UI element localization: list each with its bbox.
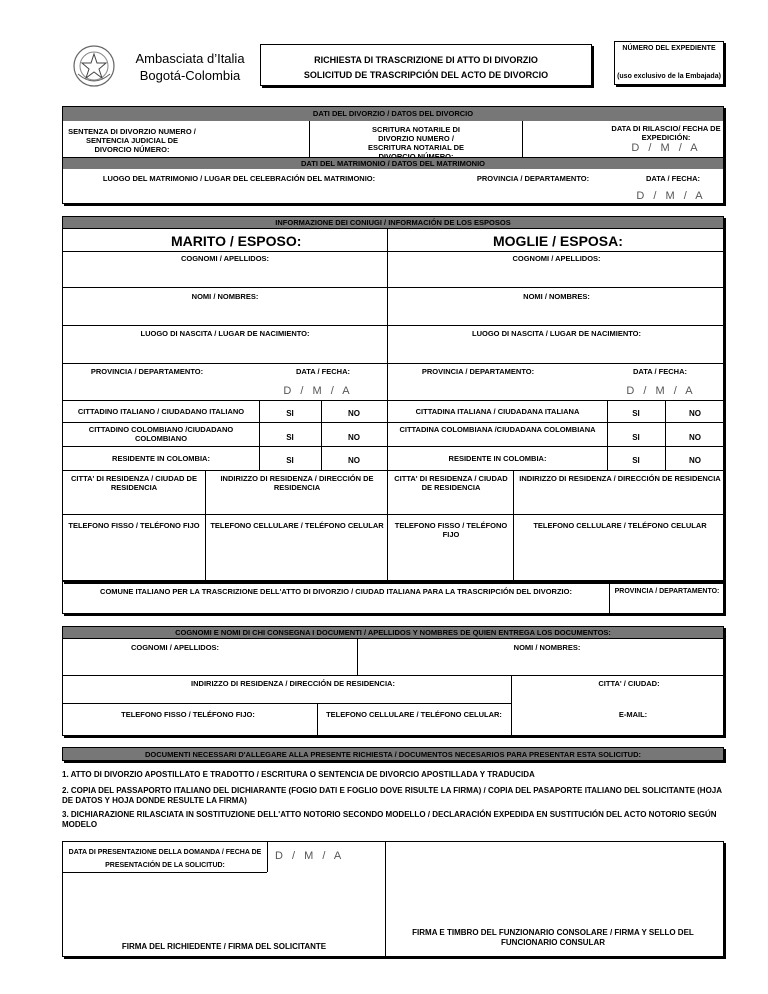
husband-date-label: DATA / FECHA: [295, 367, 351, 376]
divorce-section-title: DATI DEL DIVORZIO / DATOS DEL DIVORCIO [63, 107, 723, 121]
deliverer-email-field[interactable]: E-MAIL: [618, 710, 648, 719]
wife-resident-si[interactable]: SI [632, 456, 640, 465]
expediente-label: NÚMERO DEL EXPEDIENTE [622, 45, 716, 52]
signature-section [62, 841, 724, 957]
husband-heading: MARITO / ESPOSO: [171, 233, 302, 249]
consular-signature-field[interactable]: FIRMA E TIMBRO DEL FUNZIONARIO CONSOLARE / FIRMA Y SELLO DEL FUNCIONARIO CONSULAR [412, 928, 694, 947]
wife-resident-no[interactable]: NO [689, 456, 701, 465]
wife-birthplace-field[interactable]: LUOGO DI NASCITA / LUGAR DE NACIMIENTO: [471, 329, 642, 338]
wife-italian-no[interactable]: NO [689, 409, 701, 418]
husband-italian-si[interactable]: SI [286, 409, 294, 418]
deliverer-name-field[interactable]: NOMI / NOMBRES: [513, 643, 581, 652]
wife-mobile-field[interactable]: TELEFONO CELLULARE / TELÉFONO CELULAR [533, 521, 707, 530]
marriage-province-label[interactable]: PROVINCIA / DEPARTAMENTO: [476, 174, 590, 183]
wife-name-field[interactable]: NOMI / NOMBRES: [523, 292, 590, 301]
marriage-date-field[interactable]: D / M / A [636, 190, 706, 202]
husband-birthplace-field[interactable]: LUOGO DI NASCITA / LUGAR DE NACIMIENTO: [140, 329, 310, 338]
wife-birth-date-field[interactable]: D / M / A [626, 385, 696, 397]
presentation-date-label: DATA DI PRESENTAZIONE DELLA DOMANDA / FECHA DE PRESENTACIÓN DE LA SOLICITUD: [68, 849, 262, 869]
deliverer-surname-field[interactable]: COGNOMI / APELLIDOS: [130, 643, 220, 652]
title-box [260, 44, 592, 86]
wife-address-field[interactable]: INDIRIZZO DI RESIDENZA / DIRECCIÓN DE RESIDENCIA [519, 474, 721, 483]
comune-province-field[interactable]: PROVINCIA / DEPARTAMENTO: [614, 588, 720, 595]
deliverer-address-field[interactable]: INDIRIZZO DI RESIDENZA / DIRECCIÓN DE RESIDENCIA: [191, 679, 395, 688]
title-es: SOLICITUD DE TRASCRIPCIÓN DEL ACTO DE DIVORCIO [303, 70, 549, 80]
husband-resident-si[interactable]: SI [286, 456, 294, 465]
husband-residence-city-field[interactable]: CITTA' DI RESIDENZA / CIUDAD DE RESIDENCIA [71, 474, 197, 492]
presentation-date-field[interactable]: D / M / A [275, 850, 345, 862]
rilascio-label: DATA DI RILASCIO/ FECHA DE EXPEDICIÓN: [611, 124, 721, 142]
wife-province-field[interactable]: PROVINCIA / DEPARTAMENTO: [421, 367, 535, 376]
wife-resident-label: RESIDENTE IN COLOMBIA: [448, 454, 547, 463]
sentenza-label[interactable]: SENTENZA DI DIVORZIO NUMERO / SENTENCIA JUDICIAL DE DIVORCIO NÚMERO: [68, 127, 196, 154]
title-it: RICHIESTA DI TRASCRIZIONE DI ATTO DI DIVORZIO [314, 55, 538, 65]
applicant-signature-field[interactable]: FIRMA DEL RICHIEDENTE / FIRMA DEL SOLICITANTE [121, 942, 327, 951]
divorce-date-field[interactable]: D / M / A [631, 142, 701, 154]
husband-resident-label: RESIDENTE IN COLOMBIA: [112, 454, 210, 463]
husband-italian-label: CITTADINO ITALIANO / CIUDADANO ITALIANO [77, 407, 245, 416]
husband-resident-no[interactable]: NO [348, 456, 360, 465]
wife-colombian-no[interactable]: NO [689, 433, 701, 442]
spouses-section-title: INFORMAZIONE DEI CONIUGI / INFORMACIÓN DE LOS ESPOSOS [63, 217, 723, 229]
deliverer-mobile-field[interactable]: TELEFONO CELLULARE / TELÉFONO CELULAR: [326, 710, 502, 719]
comune-field[interactable]: COMUNE ITALIANO PER LA TRASCRIZIONE DELL'ATTO DI DIVORZIO / CIUDAD ITALIANA PARA LA TRASCRIPCIÓN DEL DIVORZIO: [100, 587, 572, 596]
documents-section-title: DOCUMENTI NECESSARI D'ALLEGARE ALLA PRESENTE RICHIESTA / DOCUMENTOS NECESARIOS PARA PRESENTAR ESTA SOLICITUD: [62, 747, 724, 761]
embassy-name: Ambasciata d’Italia Bogotá-Colombia [135, 51, 245, 83]
expediente-note: (uso exclusivo de la Embajada) [617, 73, 721, 80]
marriage-place-label[interactable]: LUOGO DEL MATRIMONIO / LUGAR DEL CELEBRACIÓN DEL MATRIMONIO: [102, 174, 376, 183]
deliverer-section [62, 626, 724, 736]
husband-colombian-si[interactable]: SI [286, 433, 294, 442]
documents-item-3: 3. DICHIARAZIONE RILASCIATA IN SOSTITUZIONE DELL'ATTO NOTORIO SECONDO MODELLO / DECLARACIÓN EXPEDIDA EN SUSTITUCIÓN DEL ACTO NOTORIO SEGÚN MODELO [62, 810, 717, 829]
husband-address-field[interactable]: INDIRIZZO DI RESIDENZA / DIRECCIÓN DE RESIDENCIA [220, 474, 374, 492]
wife-date-label: DATA / FECHA: [632, 367, 688, 376]
husband-colombian-label: CITTADINO COLOMBIANO /CIUDADANO COLOMBIANO [88, 425, 234, 443]
deliverer-section-title: COGNOMI E NOMI DI CHI CONSEGNA I DOCUMENTI / APELLIDOS Y NOMBRES DE QUIEN ENTREGA LOS DOCUMENTOS: [63, 627, 723, 639]
spouses-section [62, 216, 724, 582]
marriage-date-label: DATA / FECHA: [645, 174, 701, 183]
husband-italian-no[interactable]: NO [348, 409, 360, 418]
wife-colombian-si[interactable]: SI [632, 433, 640, 442]
marriage-section-title: DATI DEL MATRIMONIO / DATOS DEL MATRIMONIO [63, 157, 723, 169]
wife-surname-field[interactable]: COGNOMI / APELLIDOS: [512, 254, 601, 263]
husband-colombian-no[interactable]: NO [348, 433, 360, 442]
comune-section [62, 580, 724, 614]
documents-item-1: 1. ATTO DI DIVORZIO APOSTILLATO E TRADOTTO / ESCRITURA O SENTENCIA DE DIVORCIO APOSTILLADA Y TRADUCIDA [62, 770, 535, 779]
divorce-section [62, 106, 724, 204]
wife-colombian-label: CITTADINA COLOMBIANA /CIUDADANA COLOMBIANA [399, 425, 596, 434]
husband-name-field[interactable]: NOMI / NOMBRES: [191, 292, 259, 301]
wife-residence-city-field[interactable]: CITTA' DI RESIDENZA / CIUDAD DE RESIDENCIA [394, 474, 508, 492]
deliverer-city-field[interactable]: CITTA' / CIUDAD: [598, 679, 660, 688]
wife-italian-si[interactable]: SI [632, 409, 640, 418]
expediente-box[interactable] [614, 41, 724, 85]
husband-surname-field[interactable]: COGNOMI / APELLIDOS: [180, 254, 270, 263]
husband-province-field[interactable]: PROVINCIA / DEPARTAMENTO: [90, 367, 204, 376]
husband-landline-field[interactable]: TELEFONO FISSO / TELÉFONO FIJO [68, 521, 200, 530]
italy-emblem-icon [72, 44, 116, 88]
husband-mobile-field[interactable]: TELEFONO CELLULARE / TELÉFONO CELULAR [210, 521, 384, 530]
husband-birth-date-field[interactable]: D / M / A [283, 385, 353, 397]
deliverer-landline-field[interactable]: TELEFONO FISSO / TELÉFONO FIJO: [121, 710, 255, 719]
wife-italian-label: CITTADINA ITALIANA / CIUDADANA ITALIANA [415, 407, 580, 416]
scritura-field[interactable]: SCRITURA NOTARILE DI DIVORZIO NUMERO / ESCRITURA NOTARIAL DE [309, 121, 523, 157]
wife-heading: MOGLIE / ESPOSA: [493, 233, 623, 249]
documents-item-2: 2. COPIA DEL PASSAPORTO ITALIANO DEL DICHIARANTE (FOGIO DATI E FOGLIO DOVE RISULTE LA FIRMA) / COPIA DEL PASAPORTE ITALIANO DEL SOLICITANTE (HOJA DE DATOS Y HOJA DONDE RESULTE LA FIRMA) [62, 786, 722, 805]
wife-landline-field[interactable]: TELEFONO FISSO / TELÉFONO FIJO [394, 521, 508, 539]
